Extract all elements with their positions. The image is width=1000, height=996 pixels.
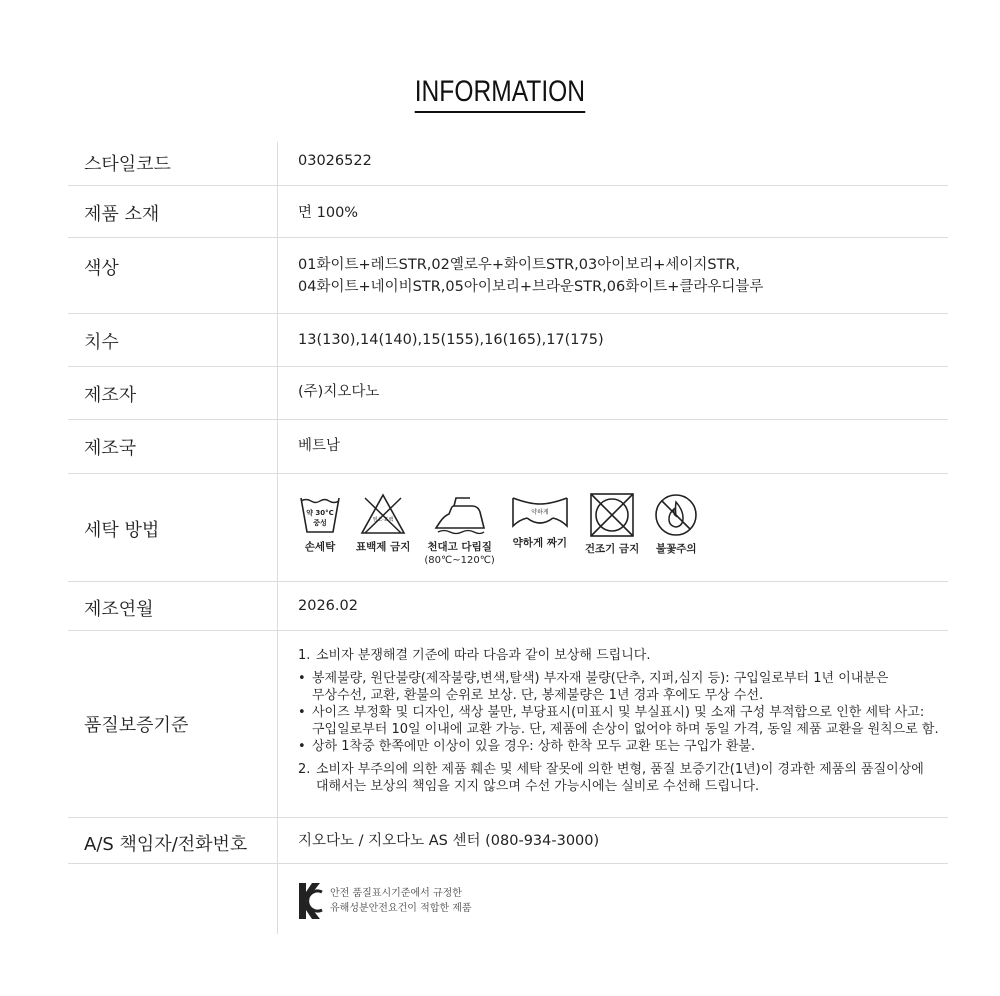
no-bleach-icon <box>359 492 407 536</box>
care-fire-caution <box>653 492 699 567</box>
warranty-item-2-line1: 소비자 부주의에 의한 제품 훼손 및 세탁 잘못에 의한 변형, 품질 보증기간(1년)이 경과한 제품의 품질이상에 <box>316 762 924 777</box>
hand-wash-neutral: 중성 <box>313 519 327 527</box>
kc-mark-icon <box>298 882 324 920</box>
row-material <box>68 186 948 238</box>
bullet-mark: • <box>298 705 306 720</box>
label-size: 치수 <box>84 332 119 353</box>
warranty-item-1 <box>298 647 948 664</box>
row-country <box>68 420 948 474</box>
warranty-bullet-2-line2: 구입일로부터 10일 이내에 교환 가능. 단, 제품에 손상이 없어야 하며 동일 가격, 동일 제품 교환을 원칙으로 함. <box>312 722 939 737</box>
row-size <box>68 314 948 367</box>
row-maker <box>68 367 948 420</box>
care-hand-wash <box>298 492 342 567</box>
hand-wash-icon <box>298 492 342 536</box>
warranty-bullet-2 <box>298 704 948 738</box>
care-iron <box>424 492 494 567</box>
value-maker: (주)지오다노 <box>298 384 380 400</box>
care-no-bleach <box>356 492 410 567</box>
warranty-bullet-1 <box>298 670 948 704</box>
row-color <box>68 238 948 314</box>
warranty-text <box>298 647 948 795</box>
warranty-bullet-3-text: 상하 1착중 한쪽에만 이상이 있을 경우: 상하 한착 모두 교환 또는 구입가 환불. <box>312 739 756 754</box>
care-no-dryer <box>585 492 639 567</box>
warranty-item-1-number: 1. <box>298 648 311 663</box>
value-style-code: 03026522 <box>298 153 372 169</box>
warranty-item-2 <box>298 761 948 795</box>
warranty-item-2-number: 2. <box>298 762 311 777</box>
warranty-bullet-1-line1: 봉제불량, 원단불량(제작불량,변색,탈색) 부자재 불량(단추, 지퍼,심지 등): 구입일로부터 1년 이내분은 <box>312 671 889 686</box>
value-material: 면 100% <box>298 205 359 221</box>
fire-caution-icon <box>653 492 699 538</box>
label-washing: 세탁 방법 <box>84 520 160 541</box>
value-size: 13(130),14(140),15(155),16(165),17(175) <box>298 332 604 348</box>
kc-text-line2: 유해성분안전요건이 적합한 제품 <box>330 903 472 914</box>
fire-caution-caption: 불꽃주의 <box>655 543 697 555</box>
value-color-line1: 01화이트+레드STR,02옐로우+화이트STR,03아이보리+세이지STR, <box>298 257 741 273</box>
label-material: 제품 소재 <box>84 204 160 225</box>
warranty-bullet-2-line1: 사이즈 부정확 및 디자인, 색상 불만, 부당표시(미표시 및 부실표시) 및 소재 구성 부적합으로 인한 세탁 사고: <box>312 705 925 720</box>
label-date: 제조연월 <box>84 599 154 620</box>
row-warranty <box>68 631 948 818</box>
warranty-bullet-1-line2: 무상수선, 교환, 환불의 순위로 보상. 단, 봉제불량은 1년 경과 후에도 무상 수선. <box>312 688 764 703</box>
value-color <box>298 254 763 298</box>
label-maker: 제조자 <box>84 385 137 406</box>
iron-temp: (80℃~120℃) <box>424 555 495 566</box>
warranty-item-1-text: 소비자 분쟁해결 기준에 따라 다음과 같이 보상해 드립니다. <box>316 648 651 663</box>
bullet-mark: • <box>298 739 306 754</box>
bullet-mark: • <box>298 671 306 686</box>
gentle-wring-icon <box>509 492 571 532</box>
iron-icon <box>432 492 488 536</box>
value-country: 베트남 <box>298 438 341 454</box>
kc-certification <box>298 882 472 920</box>
row-as <box>68 818 948 864</box>
label-color: 색상 <box>84 258 119 279</box>
value-date: 2026.02 <box>298 598 358 614</box>
label-warranty: 품질보증기준 <box>84 715 189 736</box>
page-title-wrap <box>0 74 1000 113</box>
hand-wash-temp: 약 30°C <box>306 509 334 517</box>
gentle-wring-caption: 약하게 짜기 <box>512 537 568 549</box>
hand-wash-caption: 손세탁 <box>304 541 336 553</box>
info-table <box>68 142 948 864</box>
gentle-inner: 약하게 <box>531 509 549 516</box>
row-washing <box>68 474 948 582</box>
page-title: INFORMATION <box>415 74 585 113</box>
value-as: 지오다노 / 지오다노 AS 센터 (080-934-3000) <box>298 833 600 849</box>
label-style-code: 스타일코드 <box>84 154 171 175</box>
care-gentle-wring <box>509 492 571 567</box>
row-style-code <box>68 142 948 186</box>
label-country: 제조국 <box>84 438 137 459</box>
care-symbols <box>298 492 713 567</box>
iron-caption: 천대고 다림질 <box>427 541 492 553</box>
row-date <box>68 582 948 631</box>
no-dryer-icon <box>589 492 635 538</box>
no-bleach-caption: 표백제 금지 <box>356 541 411 553</box>
warranty-item-2-line2: 대해서는 보상의 책임을 지지 않으며 수선 가능시에는 실비로 수선해 드립니다. <box>316 779 760 794</box>
kc-text-line1: 안전 품질표시기준에서 규정한 <box>330 888 462 899</box>
value-color-line2: 04화이트+네이비STR,05아이보리+브라운STR,06화이트+클라우디블루 <box>298 279 764 295</box>
no-bleach-inner: 염소·표백 <box>372 517 394 523</box>
warranty-bullet-3 <box>298 738 948 755</box>
no-dryer-caption: 건조기 금지 <box>584 543 640 555</box>
label-as: A/S 책임자/전화번호 <box>84 834 248 855</box>
